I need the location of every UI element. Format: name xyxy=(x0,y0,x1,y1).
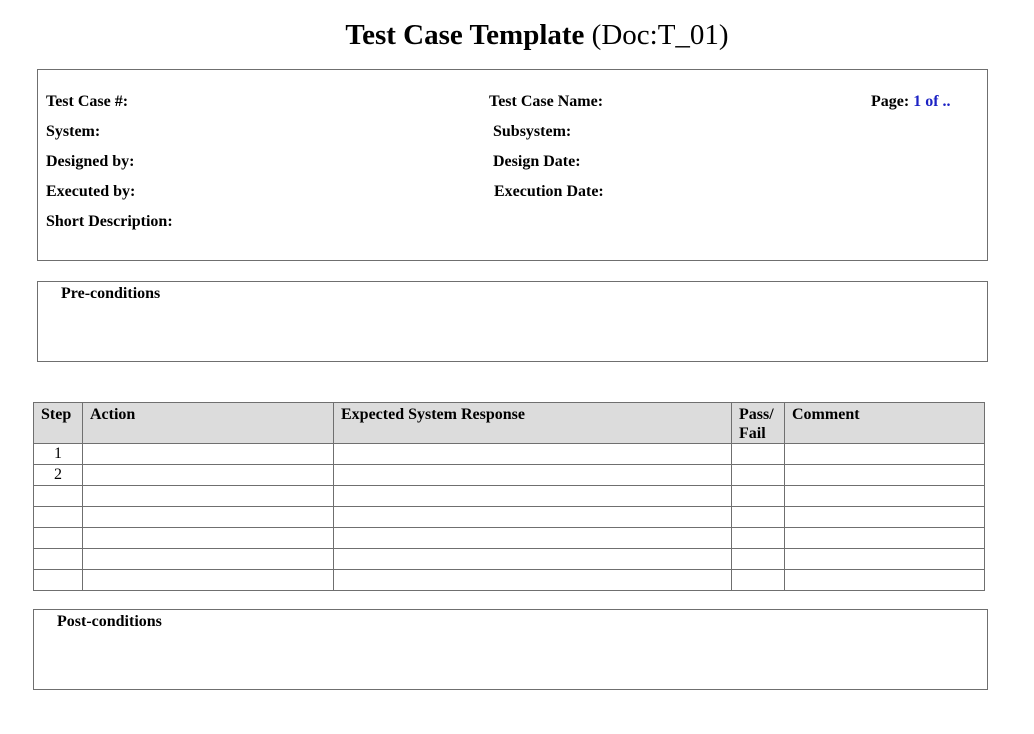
expected-response-cell xyxy=(334,486,732,507)
comment-cell xyxy=(785,465,985,486)
page-indicator xyxy=(871,92,951,112)
page-value: 1 of .. xyxy=(913,93,951,110)
pass-fail-cell xyxy=(732,444,785,465)
comment-column-header: Comment xyxy=(785,403,985,444)
system-label: System: xyxy=(46,123,101,140)
table-row xyxy=(34,444,985,465)
step-cell xyxy=(34,549,83,570)
expected-response-cell xyxy=(334,528,732,549)
pass-fail-cell xyxy=(732,528,785,549)
comment-cell xyxy=(785,549,985,570)
comment-cell xyxy=(785,486,985,507)
subsystem-label: Subsystem: xyxy=(493,123,572,140)
action-cell xyxy=(83,570,334,591)
preconditions-label: Pre-conditions xyxy=(61,285,161,302)
test-case-number-label: Test Case #: xyxy=(46,93,129,110)
short-description-label: Short Description: xyxy=(46,213,173,230)
comment-cell xyxy=(785,507,985,528)
pass-fail-cell xyxy=(732,507,785,528)
title-main: Test Case Template xyxy=(345,19,585,51)
step-column-header: Step xyxy=(34,403,83,444)
expected-response-cell xyxy=(334,570,732,591)
pass-fail-cell xyxy=(732,549,785,570)
action-cell xyxy=(83,507,334,528)
executed-by-label: Executed by: xyxy=(46,183,136,200)
table-row xyxy=(34,528,985,549)
action-cell xyxy=(83,486,334,507)
step-cell xyxy=(34,486,83,507)
pass-fail-column-header: Pass/ Fail xyxy=(732,403,785,444)
action-cell xyxy=(83,549,334,570)
design-date-label: Design Date: xyxy=(493,153,581,170)
document-title xyxy=(0,16,1034,54)
comment-cell xyxy=(785,570,985,591)
expected-response-cell xyxy=(334,465,732,486)
expected-response-cell xyxy=(334,549,732,570)
action-cell xyxy=(83,444,334,465)
step-cell: 1 xyxy=(34,444,83,465)
designed-by-label: Designed by: xyxy=(46,153,135,170)
page-label: Page: xyxy=(871,93,910,110)
table-row xyxy=(34,465,985,486)
table-header-row xyxy=(34,403,985,444)
postconditions-label: Post-conditions xyxy=(57,613,162,630)
table-row xyxy=(34,507,985,528)
step-cell xyxy=(34,570,83,591)
pass-fail-cell xyxy=(732,465,785,486)
action-column-header: Action xyxy=(83,403,334,444)
comment-cell xyxy=(785,528,985,549)
test-case-name-label: Test Case Name: xyxy=(489,93,604,110)
step-cell xyxy=(34,507,83,528)
table-row xyxy=(34,570,985,591)
preconditions-box xyxy=(37,281,988,362)
expected-response-cell xyxy=(334,507,732,528)
pass-fail-cell xyxy=(732,486,785,507)
step-cell: 2 xyxy=(34,465,83,486)
title-doc-id: (Doc:T_01) xyxy=(591,19,729,51)
expected-response-cell xyxy=(334,444,732,465)
table-row xyxy=(34,549,985,570)
postconditions-box xyxy=(33,609,988,690)
table-row xyxy=(34,486,985,507)
pass-fail-cell xyxy=(732,570,785,591)
expected-response-column-header: Expected System Response xyxy=(334,403,732,444)
comment-cell xyxy=(785,444,985,465)
test-case-header-box xyxy=(37,69,988,261)
action-cell xyxy=(83,465,334,486)
step-cell xyxy=(34,528,83,549)
action-cell xyxy=(83,528,334,549)
execution-date-label: Execution Date: xyxy=(494,183,604,200)
test-steps-table xyxy=(33,402,985,591)
